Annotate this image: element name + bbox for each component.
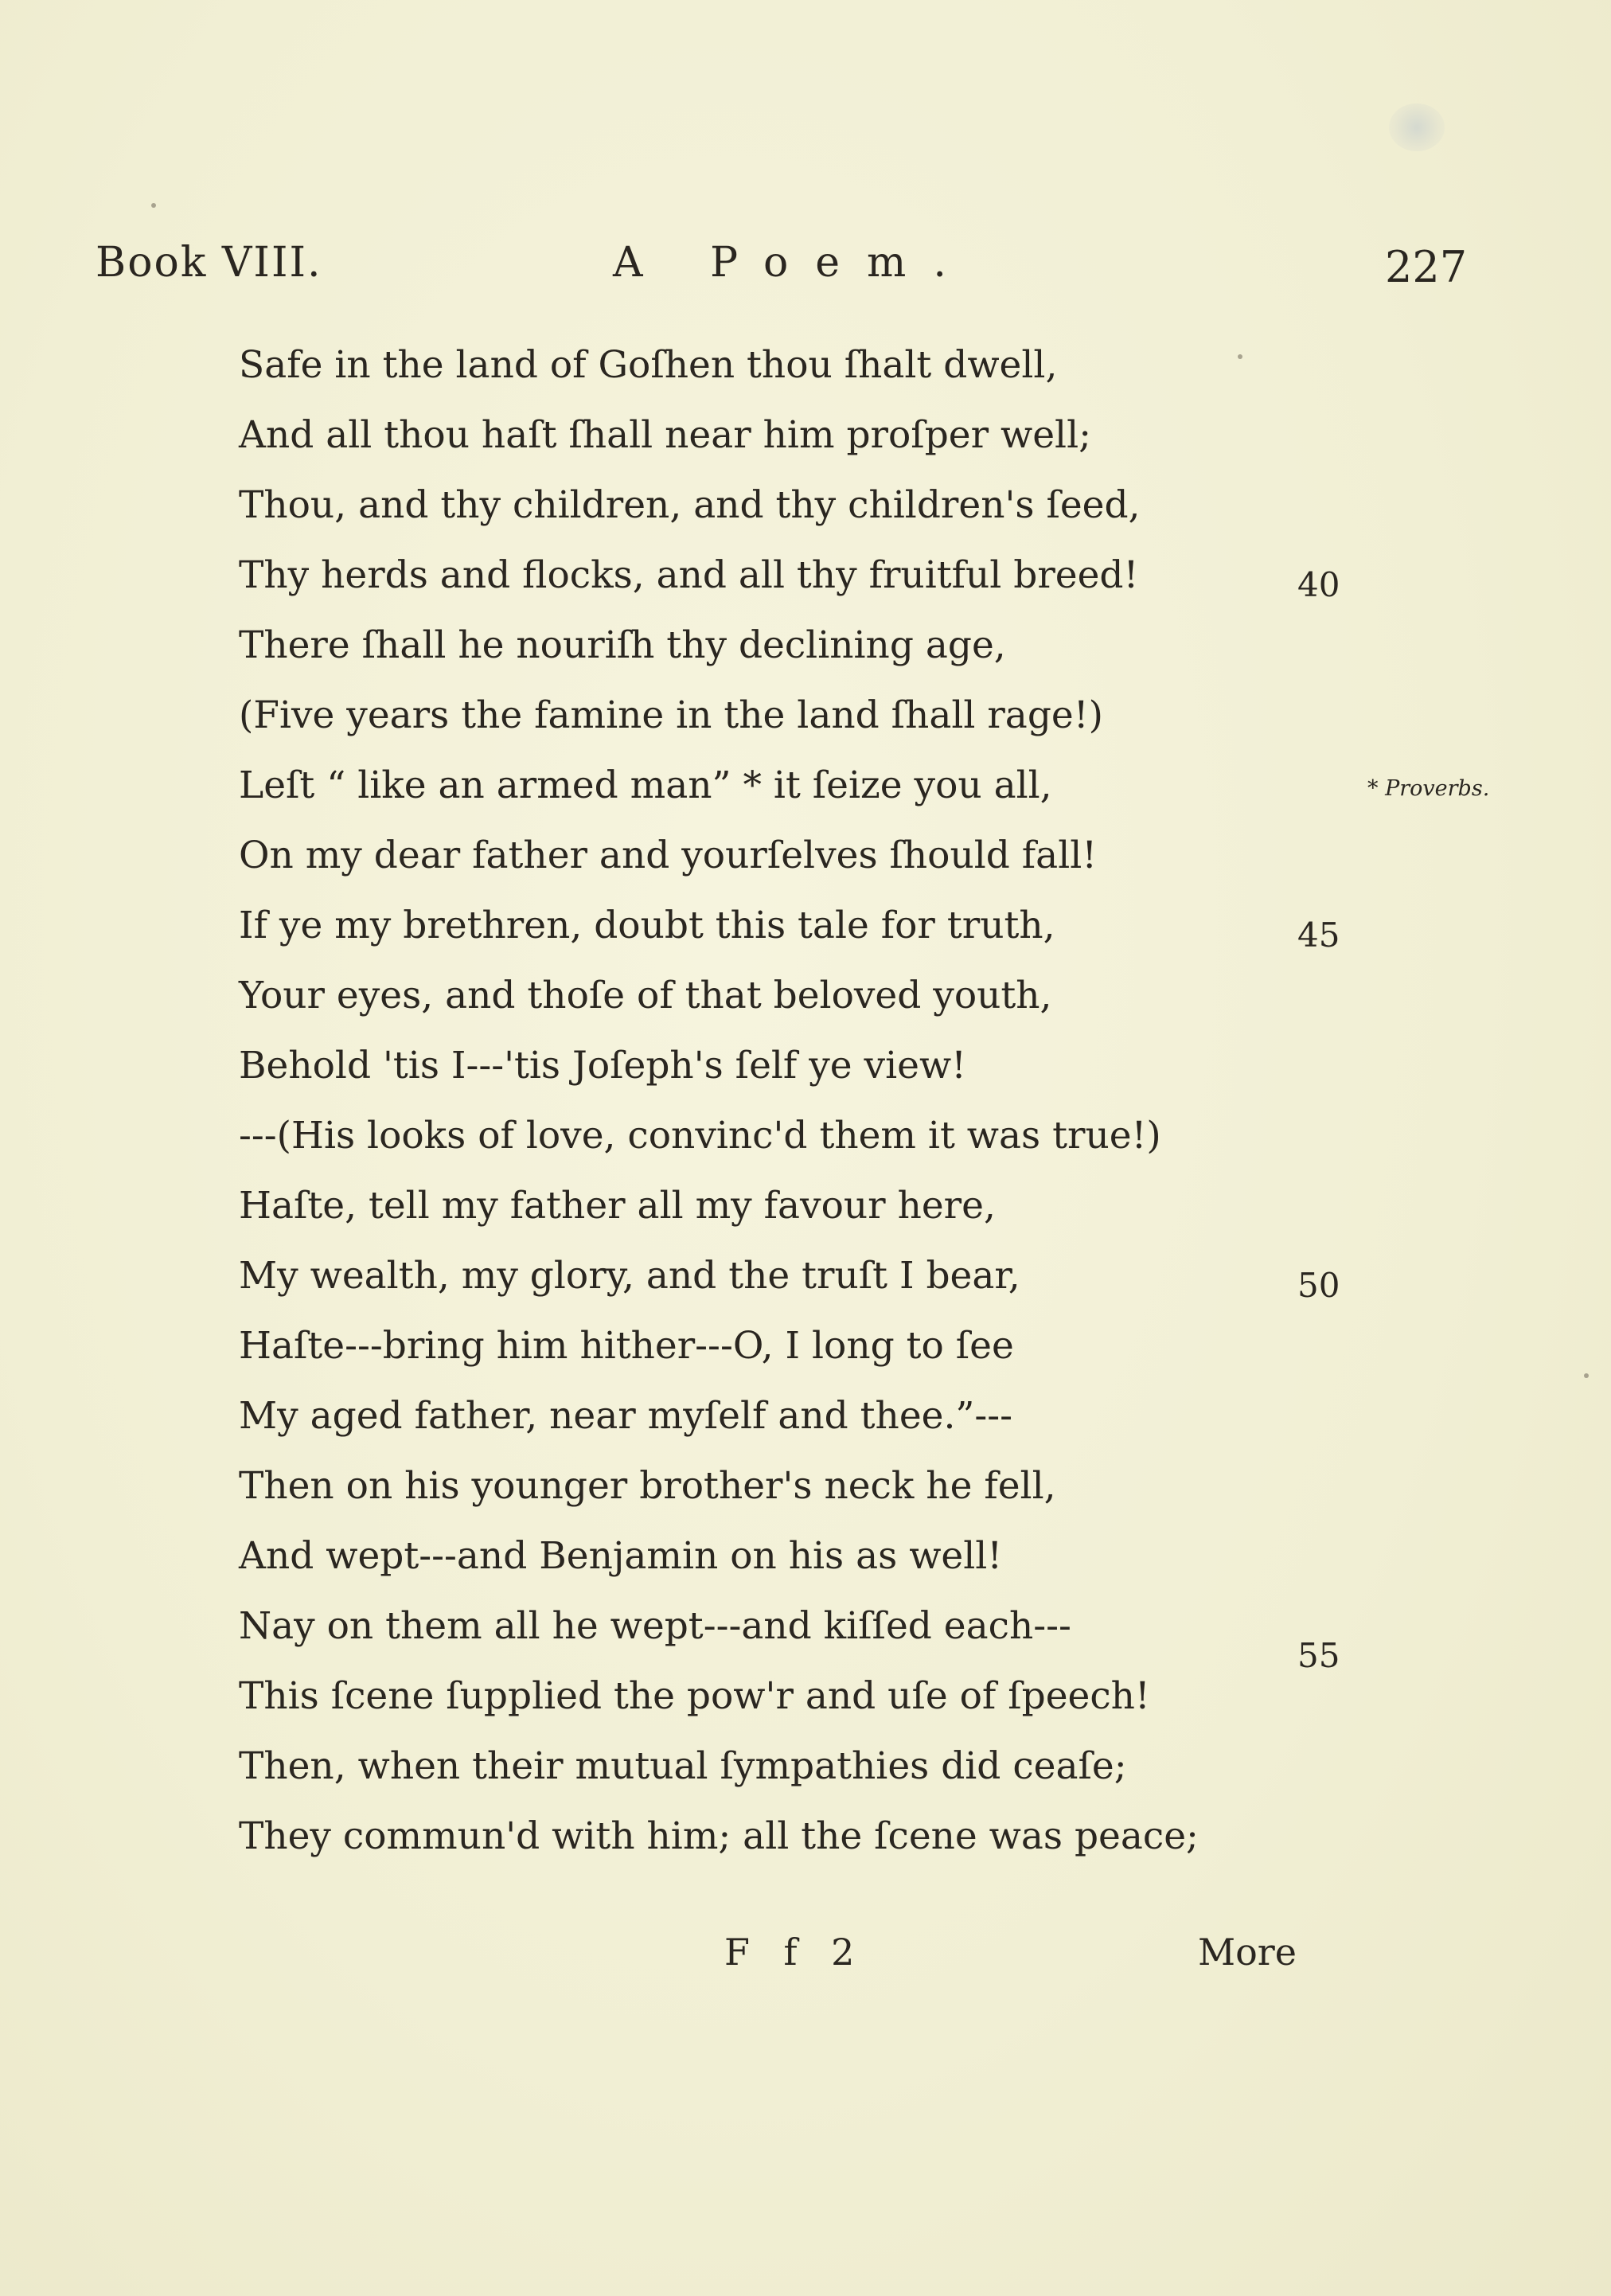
poem-line: On my dear father and yourſelves ſhould fall! xyxy=(239,834,1098,877)
line-number-40: 40 xyxy=(1297,565,1340,604)
poem-line: Thou, and thy children, and thy children's ſeed, xyxy=(239,483,1141,527)
signature-mark: F f 2 xyxy=(724,1931,866,1974)
poem-line: Then, when their mutual ſympathies did ceaſe; xyxy=(239,1744,1127,1788)
paper-speck xyxy=(1584,1373,1589,1378)
poem-line: Your eyes, and thoſe of that beloved youth, xyxy=(239,974,1052,1017)
poem-line: Leſt “ like an armed man” * it ſeize you all, xyxy=(239,763,1052,807)
poem-line: Haſte, tell my father all my favour here, xyxy=(239,1184,996,1228)
poem-line: There ſhall he nouriſh thy declining age, xyxy=(239,623,1006,667)
poem-line: (Five years the famine in the land ſhall rage!) xyxy=(239,693,1103,737)
paper-speck xyxy=(151,203,156,208)
poem-line: They commun'd with him; all the ſcene was peace; xyxy=(239,1814,1199,1858)
poem-line: And wept---and Benjamin on his as well! xyxy=(239,1534,1003,1578)
poem-line: ---(His looks of love, convinc'd them it was true!) xyxy=(239,1114,1161,1158)
line-number-45: 45 xyxy=(1297,916,1340,955)
page-number: 227 xyxy=(1385,242,1468,292)
poem-line: Behold 'tis I---'tis Joſeph's ſelf ye view! xyxy=(239,1044,967,1087)
catchword: More xyxy=(1198,1931,1297,1974)
paper-stain xyxy=(1389,103,1445,151)
poem-line: Thy herds and flocks, and all thy fruitful breed! xyxy=(239,553,1139,597)
poem-line: Haſte---bring him hither---O, I long to ſee xyxy=(239,1324,1014,1368)
line-number-55: 55 xyxy=(1297,1636,1340,1675)
poem-text xyxy=(239,330,1353,1872)
poem-line: My wealth, my glory, and the truſt I bear, xyxy=(239,1254,1020,1298)
running-book-label: Book VIII. xyxy=(96,239,322,287)
poem-line: This ſcene ſupplied the pow'r and uſe of ſpeech! xyxy=(239,1674,1150,1718)
poem-line: Then on his younger brother's neck he fell, xyxy=(239,1464,1056,1508)
line-number-50: 50 xyxy=(1297,1266,1340,1305)
poem-line: My aged father, near myſelf and thee.”--- xyxy=(239,1394,1013,1438)
running-title: A Poem. xyxy=(613,239,973,287)
poem-line: Nay on them all he wept---and kiſſed each--- xyxy=(239,1604,1071,1648)
running-header xyxy=(0,239,1611,303)
side-note-proverbs: * Proverbs. xyxy=(1367,776,1490,801)
poem-line: And all thou haſt ſhall near him proſper well; xyxy=(239,413,1091,457)
poem-line: If ye my brethren, doubt this tale for truth, xyxy=(239,904,1055,947)
poem-line: Safe in the land of Goſhen thou ſhalt dwell, xyxy=(239,343,1058,387)
